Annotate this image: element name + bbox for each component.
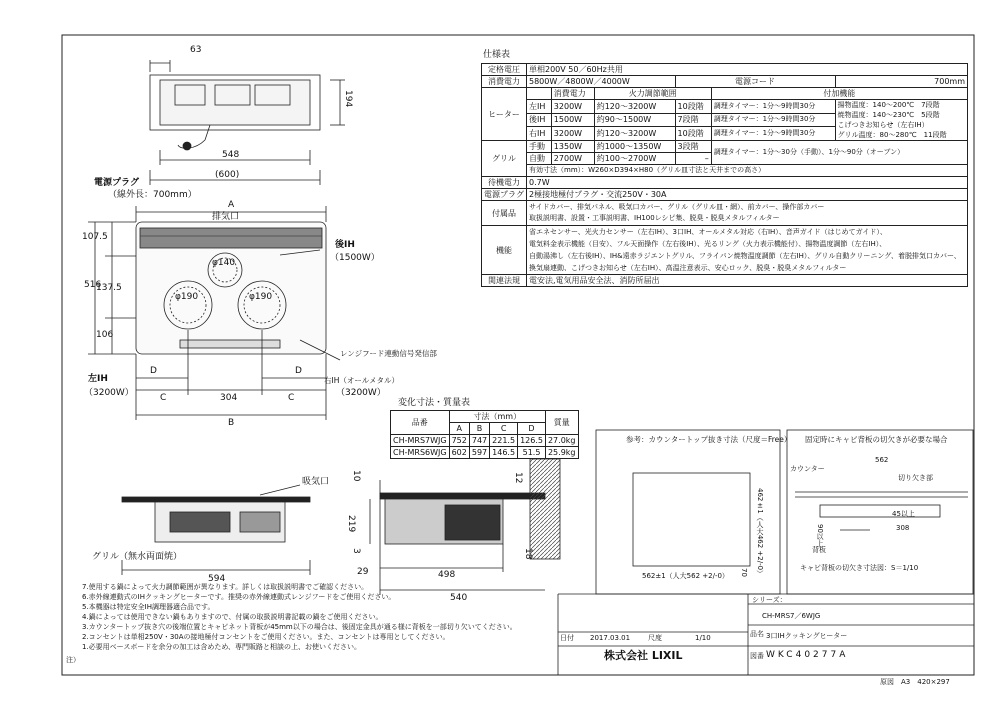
cutout-width: 562±1（人大562 +2/-0） (642, 572, 729, 580)
c: 146.5 (490, 447, 518, 459)
functions-label: 機能 (482, 226, 527, 275)
counter-label: カウンター (790, 465, 825, 473)
grill-steps: 3段階 (675, 141, 711, 153)
note-line: 2.コンセントは単相250V・30Aの接地極付コンセントをご使用ください。また、コンセントは専用としてください。 (82, 633, 450, 641)
dim-107-5: 107.5 (82, 232, 108, 242)
heater-row-left (482, 100, 968, 114)
dim-10: 10 (351, 470, 361, 482)
dim-45: 45以上 (892, 510, 915, 518)
grill-range: 約1000～1350W (594, 141, 675, 153)
dim-c-left: C (160, 393, 167, 403)
voltage-label: 定格電圧 (482, 64, 527, 76)
grill-steps: – (675, 153, 711, 165)
burner-power: 1500W (551, 113, 594, 127)
functions-line: 省エネセンサー、光火力センサー（左右IH）、3口IH、オールメタル対応（右IH）、音声ガイド（はじめてガイド）、 (529, 228, 887, 236)
variants-title: 変化寸法・質量表 (398, 398, 471, 408)
dia-190-left: φ190 (175, 292, 199, 302)
accessories-row (482, 201, 968, 226)
col-c: C (490, 423, 518, 435)
a: 602 (449, 447, 469, 459)
dim-516: 516 (84, 280, 102, 290)
left-ih-power: （3200W） (84, 388, 134, 398)
spec-title: 仕様表 (483, 50, 511, 60)
dim-29: 29 (357, 567, 369, 577)
burner-timer: 調理タイマー：1分～9時間30分 (711, 113, 835, 127)
grill-size-row (482, 165, 968, 177)
front-exhaust-label: 吸気口 (302, 477, 330, 487)
spec-row-power (482, 76, 968, 88)
law-label: 関連法規 (482, 275, 527, 287)
model-value: CH-MRS7／6WJG (762, 612, 821, 620)
scale-label: 尺度 (648, 634, 662, 642)
top-view (150, 60, 345, 185)
cord-label: 電源コード (675, 76, 835, 88)
burner-steps: 10段階 (675, 127, 711, 141)
standby-label: 待機電力 (482, 177, 527, 189)
variants-h-model: 品番 (391, 411, 450, 435)
rear-ih-label: 後IH (335, 240, 355, 250)
company-name: 株式会社 LIXIL (604, 649, 683, 662)
date-label: 日付 (560, 634, 574, 642)
dim-d-right: D (295, 366, 302, 376)
a: 752 (449, 435, 469, 447)
series-label: シリーズ： (752, 596, 787, 604)
note-line: 3.カウンタートップ抜き穴の後端位置とキャビネット背板が45mm以下の場合は、後固定金具が通る様に背板を一部切り欠いてください。 (82, 623, 517, 631)
name-value: 3口IHクッキングヒーター (766, 632, 848, 640)
spec-table (481, 63, 968, 287)
burner-name: 左IH (527, 100, 552, 114)
model: CH-MRS7WJG (391, 435, 450, 447)
col-b: B (469, 423, 489, 435)
dim-498: 498 (438, 570, 456, 580)
dim-562: 562 (875, 456, 889, 464)
functions-line: 自動湯沸し（左右後IH）、IH&遠赤ラジエントグリル、フライパン焼物温度調節（左右IH）、グリル自動クリーニング、着脱排気口カバー、 (529, 252, 961, 260)
voltage-value: 単相200V 50／60Hz共用 (527, 64, 968, 76)
accessories-line: 取扱説明書、設置・工事説明書、IH100レシピ集、脱臭・脱臭メタルフィルター (529, 214, 780, 222)
exhaust-label: 排気口 (212, 212, 240, 222)
dim-540: 540 (450, 593, 468, 603)
dim-219: 219 (346, 515, 356, 533)
col-a: A (449, 423, 469, 435)
model: CH-MRS6WJG (391, 447, 450, 459)
date-value: 2017.03.01 (590, 634, 631, 642)
accessories-line: サイドカバー、排気パネル、吸気口カバー、グリル（グリル皿・網）、前カバー、操作部カバー (529, 203, 825, 211)
burner-range: 約90～1500W (594, 113, 675, 127)
variants-h-mass: 質量 (545, 411, 578, 435)
burner-name: 右IH (527, 127, 552, 141)
burner-range: 約120～3200W (594, 127, 675, 141)
dim-63: 63 (190, 45, 202, 55)
burner-timer: 調理タイマー：1分～9時間30分 (711, 100, 835, 114)
heater-h-power: 消費電力 (551, 88, 594, 100)
range-hood-signal-label: レンジフード連動信号発信部 (340, 349, 437, 358)
d: 126.5 (518, 435, 546, 447)
dim-90: 90以上 (816, 524, 824, 547)
grill-section: グリル (482, 141, 527, 177)
fixed-ref-scale: キャビ背板の切欠き寸法図：S＝1/10 (800, 564, 919, 572)
plug-value: 2極接地極付プラグ・交流250V・30A (527, 189, 968, 201)
note-line: 7.使用する鍋によって火力調節範囲が異なります。詳しくは取扱説明書でご確認ください。 (82, 583, 369, 591)
standby-row (482, 177, 968, 189)
scale-value: 1/10 (695, 634, 711, 642)
burner-name: 後IH (527, 113, 552, 127)
b: 747 (469, 435, 489, 447)
right-ih-label: 右IH（オールメタル） (324, 376, 399, 385)
functions-line: 換気扇連動、こげつきお知らせ（左右IH）、高温注意表示、安心ロック、脱臭・脱臭メタルフィルター (529, 264, 847, 272)
grill-timer: 調理タイマー：1分～30分（手動）、1分～90分（オーブン） (711, 141, 967, 165)
dia-140: φ140 (212, 258, 236, 268)
accessories-label: 付属品 (482, 201, 527, 226)
grill-power: 2700W (551, 153, 594, 165)
note-line: 1.必要用ベースボードを余分の加工は含めため、専門販路と相談の上、お使いください。 (82, 643, 362, 651)
variants-h-dim: 寸法（mm） (449, 411, 545, 423)
notch-label: 切り欠き部 (898, 474, 933, 482)
drawing-code: WKC40277A (766, 650, 849, 660)
functions-line: 電気料金表示機能（目安）、フル天面操作（左右後IH）、光るリング（火力表示機能付）、揚物温度調節（左右IH）、 (529, 240, 887, 248)
grill-size: 有効寸法（mm）：W260×D394×H80（グリル皿寸法と天井までの高さ） (527, 165, 968, 177)
dim-d-left: D (150, 366, 157, 376)
law-value: 電安法,電気用品安全法、消防所届出 (527, 275, 968, 287)
extra-bake: 焼物温度：140～230℃ 5段階 (837, 111, 940, 119)
heater-header (482, 88, 968, 100)
b: 597 (469, 447, 489, 459)
spec-row-voltage (482, 64, 968, 76)
heater-section: ヒーター (482, 88, 527, 141)
extra-grill: グリル温度：80～280℃ 11段階 (837, 131, 947, 139)
burner-timer: 調理タイマー：1分～9時間30分 (711, 127, 835, 141)
plug-label: 電源プラグ (482, 189, 527, 201)
burner-range: 約120～3200W (594, 100, 675, 114)
name-label: 品名 (750, 630, 764, 638)
dim-548: 548 (222, 150, 240, 160)
fixed-ref-title: 固定時にキャビ背板の切欠きが必要な場合 (805, 435, 948, 444)
table-row (391, 447, 579, 459)
grill-mode: 自動 (527, 153, 552, 165)
note-line: 5.本機器は特定安全IH調理器適合品です。 (82, 603, 215, 611)
code-label: 図番 (750, 652, 764, 660)
cutout-height: 462±1（人大462 +2/-0） (756, 488, 764, 578)
dim-a: A (228, 200, 235, 210)
cutout-ref-title: 参考：カウンタートップ抜き寸法（尺度＝Free） (626, 435, 792, 444)
dim-b: B (228, 418, 235, 428)
grill-mode: 手動 (527, 141, 552, 153)
notes-block (82, 583, 552, 651)
functions-row (482, 226, 968, 275)
grill-label: グリル（無水両面焼） (92, 552, 183, 562)
heater-h-range: 火力調節範囲 (594, 88, 711, 100)
standby-value: 0.7W (527, 177, 968, 189)
c: 221.5 (490, 435, 518, 447)
dim-106: 106 (96, 330, 114, 340)
d: 51.5 (518, 447, 546, 459)
dim-308: 308 (896, 524, 910, 532)
dia-190-right: φ190 (249, 292, 273, 302)
paper-size: 原図 A3 420×297 (880, 678, 950, 686)
dim-600: (600) (215, 170, 240, 180)
dim-12: 12 (513, 472, 523, 484)
dim-304: 304 (220, 393, 238, 403)
mass: 27.0kg (545, 435, 578, 447)
power-value: 5800W／4800W／4000W (527, 76, 676, 88)
dim-18: 18 (523, 548, 533, 560)
dim-194: 194 (343, 90, 353, 108)
table-row (391, 435, 579, 447)
burner-power: 3200W (551, 127, 594, 141)
note-line: 6.赤外線連動式のIHクッキングヒーターです。推奨の赤外線連動式レンジフードをご使用ください。 (82, 593, 396, 601)
left-ih-label: 左IH (88, 374, 108, 384)
col-d: D (518, 423, 546, 435)
note-line: 4.鍋によっては使用できない鍋もありますので、付属の取扱説明書記載の鍋をご使用ください。 (82, 613, 383, 621)
rear-ih-power: （1500W） (330, 253, 380, 263)
right-ih-power: （3200W） (336, 388, 386, 398)
side-view (370, 459, 560, 595)
grill-power: 1350W (551, 141, 594, 153)
cutout-70: 70 (740, 568, 748, 577)
extra-scorch: こげつきお知らせ（左右IH） (837, 121, 929, 129)
dim-c-right: C (288, 393, 295, 403)
grill-row-manual (482, 141, 968, 153)
dim-594: 594 (208, 574, 226, 584)
cord-value: 700mm (835, 76, 967, 88)
variants-table (390, 410, 579, 459)
law-row (482, 275, 968, 287)
burner-steps: 7段階 (675, 113, 711, 127)
mass: 25.9kg (545, 447, 578, 459)
grill-range: 約100～2700W (594, 153, 675, 165)
cord-length: （線外長：700mm） (108, 190, 197, 200)
burner-power: 3200W (551, 100, 594, 114)
power-label: 消費電力 (482, 76, 527, 88)
notes-label: 注） (66, 656, 80, 664)
burner-steps: 10段階 (675, 100, 711, 114)
plug-row (482, 189, 968, 201)
dim-3: 3 (351, 548, 361, 554)
back-board-label: 背板 (812, 546, 826, 554)
extra-fry: 揚物温度：140～200℃ 7段階 (837, 101, 940, 109)
dim-137-5: 137.5 (96, 283, 122, 293)
heater-h-extra: 付加機能 (711, 88, 967, 100)
plug-label: 電源プラグ (94, 178, 140, 188)
